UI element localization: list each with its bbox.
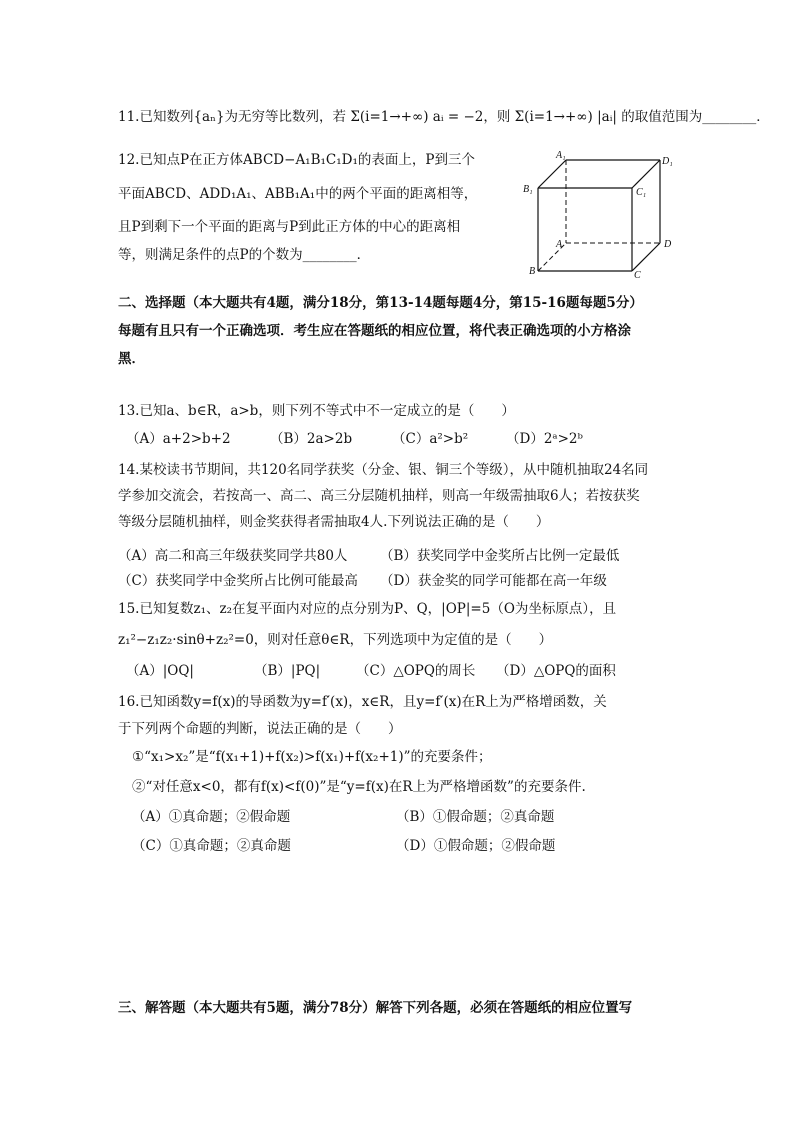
- label-A: A: [556, 239, 563, 250]
- question-15-option-a: （A）|OQ|: [126, 663, 194, 679]
- label-C1: C₁: [636, 187, 647, 198]
- section-2-heading-line3: 黑．: [118, 351, 145, 367]
- section-2-heading-line1: 二、选择题（本大题共有4题，满分18分，第13-14题每题4分，第15-16题每题5分）: [118, 295, 643, 311]
- question-13-option-a: （A）a+2>b+2: [126, 431, 231, 447]
- question-16-option-a: （A）①真命题；②假命题: [132, 809, 291, 825]
- question-15-option-c: （C）△OPQ的周长: [356, 663, 476, 679]
- question-13-option-c: （C）a²>b²: [392, 431, 469, 447]
- question-12-line2: 平面ABCD、ADD₁A₁、ABB₁A₁中的两个平面的距离相等，: [118, 186, 478, 202]
- question-15-option-d: （D）△OPQ的面积: [496, 663, 616, 679]
- label-B: B: [529, 266, 536, 277]
- question-13-stem: 13.已知a、b∈R，a>b，则下列不等式中不一定成立的是（ ）: [118, 403, 515, 419]
- question-14-line2: 学参加交流会，若按高一、高二、高三分层随机抽样，则高一年级需抽取6人；若按获奖: [118, 488, 640, 504]
- question-14-option-a: （A）高二和高三年级获奖同学共80人: [118, 548, 348, 564]
- question-12-line3: 且P到剩下一个平面的距离与P到此正方体的中心的距离相: [118, 219, 461, 235]
- label-D1: D₁: [662, 156, 673, 167]
- question-14-line3: 等级分层随机抽样，则金奖获得者需抽取4人.下列说法正确的是（ ）: [118, 514, 550, 530]
- question-15-line1: 15.已知复数z₁、z₂在复平面内对应的点分别为P、Q，|OP|=5（O为坐标原点），且: [118, 601, 617, 617]
- question-12-line1: 12.已知点P在正方体ABCD−A₁B₁C₁D₁的表面上，P到三个: [118, 152, 475, 168]
- question-12-line4: 等，则满足条件的点P的个数为________．: [118, 247, 371, 263]
- question-15-line2: z₁²−z₁z₂·sinθ+z₂²=0，则对任意θ∈R，下列选项中为定值的是（ ）: [118, 632, 553, 648]
- question-11: 11.已知数列{aₙ}为无穷等比数列，若 Σ(i=1→+∞) aᵢ = −2，则 Σ(i=1→+∞) |aᵢ| 的取值范围为________．: [118, 109, 770, 125]
- question-16-proposition-1: ①“x₁>x₂”是“f(x₁+1)+f(x₂)>f(x₁)+f(x₂+1)”的充要条件；: [132, 749, 492, 765]
- label-A1: A₁: [556, 150, 566, 161]
- question-16-line1: 16.已知函数y=f(x)的导函数为y=f′(x)，x∈R，且y=f′(x)在R上为严格增函数，关: [118, 694, 607, 710]
- section-3-heading: 三、解答题（本大题共有5题，满分78分）解答下列各题，必须在答题纸的相应位置写: [118, 1000, 633, 1016]
- question-14-option-c: （C）获奖同学中金奖所占比例可能最高: [118, 573, 358, 589]
- label-C: C: [634, 270, 641, 278]
- label-D: D: [664, 239, 672, 250]
- question-16-option-d: （D）①假命题；②假命题: [396, 838, 556, 854]
- question-16-proposition-2: ②“对任意x<0，都有f(x)<f(0)”是“y=f(x)在R上为严格增函数”的充要条件.: [132, 779, 586, 795]
- question-13-option-d: （D）2ᵃ>2ᵇ: [506, 431, 583, 447]
- label-B1: B₁: [523, 184, 533, 195]
- question-14-line1: 14.某校读书节期间，共120名同学获奖（分金、银、铜三个等级），从中随机抽取24名同: [118, 462, 649, 478]
- question-15-option-b: （B）|PQ|: [254, 663, 321, 679]
- question-16-option-b: （B）①假命题；②真命题: [396, 809, 555, 825]
- question-13-option-b: （B）2a>2b: [270, 431, 353, 447]
- question-16-option-c: （C）①真命题；②真命题: [132, 838, 291, 854]
- question-16-line2: 于下列两个命题的判断，说法正确的是（ ）: [118, 721, 402, 737]
- section-2-heading-line2: 每题有且只有一个正确选项．考生应在答题纸的相应位置，将代表正确选项的小方格涂: [118, 323, 631, 339]
- question-14-option-d: （D）获金奖的同学可能都在高一年级: [380, 573, 607, 589]
- cube-figure: [520, 148, 680, 278]
- question-14-option-b: （B）获奖同学中金奖所占比例一定最低: [380, 548, 620, 564]
